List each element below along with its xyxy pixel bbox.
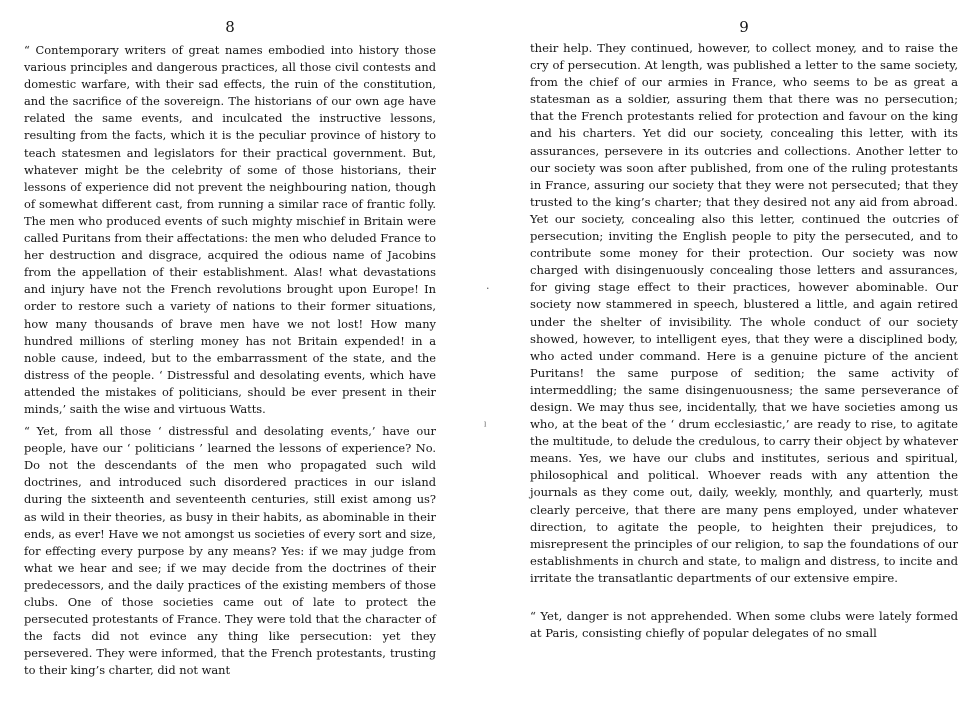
- left-page-body: [24, 42, 436, 679]
- right-paragraph-2: “ Yet, danger is not apprehended. When some clubs were lately formed at Paris, consisting chiefly of popular delegates of no small: [530, 609, 958, 641]
- gutter-speck: ˡ: [484, 420, 487, 433]
- left-paragraph-2: “ Yet, from all those ‘ distressful and desolating events,’ have our people, have our ‘ politicians ’ learned the lessons of experience? No. Do not the descendants of the men who propagated such wild doctrines, and introduced such disordered practices in our island during the sixteenth and seventeenth centuries, still exist among us? as wild in their theories, as busy in their habits, as abominable in their ends, as ever! Have we not amongst us societies of every sort and size, for effecting every purpose by any means? Yes: if we may judge from what we hear and see; if we may decide from the doctrines of their predecessors, and the daily practices of the existing members of those clubs. One of those societies came out of late to protect the persecuted protestants of France. They were told that the character of the facts did not evince any thing like persecution: yet they persevered. They were informed, that the French protestants, trusting to their king’s charter, did not want: [24, 424, 436, 678]
- right-page-body: [530, 40, 958, 642]
- page-number-right: 9: [739, 18, 749, 36]
- gutter-speck: ·: [486, 282, 490, 295]
- page-number-left: 8: [225, 18, 235, 36]
- right-paragraph-1: their help. They continued, however, to collect money, and to raise the cry of persecution. At length, was published a letter to the same society, from the chief of our armies in France, who seems to be as great a statesman as a soldier, assuring them that there was no persecution; that the French protestants relied for protection and favour on the king and his charters. Yet did our society, concealing this letter, with its assurances, persevere in its outcries and collections. Another letter to our society was soon after published, from one of the ruling protestants in France, assuring our society that they were not persecuted; that they trusted to the king’s charter; that they desired not any aid from abroad. Yet our society, concealing also this letter, continued the outcries of persecution; inviting the English people to pity the persecuted, and to contribute some money for their protection. Our society was now charged with disingenuously concealing those letters and assurances, for giving stage effect to their practices, however abominable. Our society now stammered in speech, blustered a little, and again retired under the shelter of invisibility. The whole conduct of our society showed, however, to intelligent eyes, that they were a disciplined body, who acted under command. Here is a genuine picture of the ancient Puritans! the same purpose of sedition; the same activity of intermeddling; the same disingenuousness; the same perseverance of design. We may thus see, incidentally, that we have societies among us who, at the beat of the ‘ drum ecclesiastic,’ are ready to rise, to agitate the multitude, to delude the credulous, to carry their object by whatever means. Yes, we have our clubs and institutes, serious and spiritual, philosophical and political. Whoever reads with any attention the journals as they come out, daily, weekly, monthly, and quarterly, must clearly perceive, that there are many pens employed, under whatever direction, to agitate the people, to heighten their prejudices, to misrepresent the principles of our religion, to sap the foundations of our establishments in church and state, to malign and distress, to incite and irritate the transatlantic departments of our extensive empire.: [530, 41, 958, 585]
- left-paragraph-1: “ Contemporary writers of great names embodied into history those various principles and dangerous practices, all those civil contests and domestic warfare, with their sad effects, the ruin of the constitution, and the sacrifice of the sovereign. The historians of our own age have related the same events, and inculcated the instructive lessons, resulting from the facts, which it is the peculiar province of history to teach statesmen and legislators for their practical government. But, whatever might be the celebrity of some of those historians, their lessons of experience did not prevent the neighbouring nation, though of somewhat different cast, from running a similar race of frantic folly. The men who produced events of such mighty mischief in Britain were called Puritans from their affectations: the men who deluded France to her destruction and disgrace, acquired the odious name of Jacobins from the appellation of their establishment. Alas! what devastations and injury have not the French revolutions brought upon Europe! In order to restore such a variety of nations to their former situations, how many thousands of brave men have we not lost! How many hundred millions of sterling money has not Britain expended! in a noble cause, indeed, but to the embarrassment of the state, and the distress of the people. ‘ Distressful and desolating events, which have attended the mistakes of politicians, should be ever present in their minds,’ saith the wise and virtuous Watts.: [24, 43, 436, 416]
